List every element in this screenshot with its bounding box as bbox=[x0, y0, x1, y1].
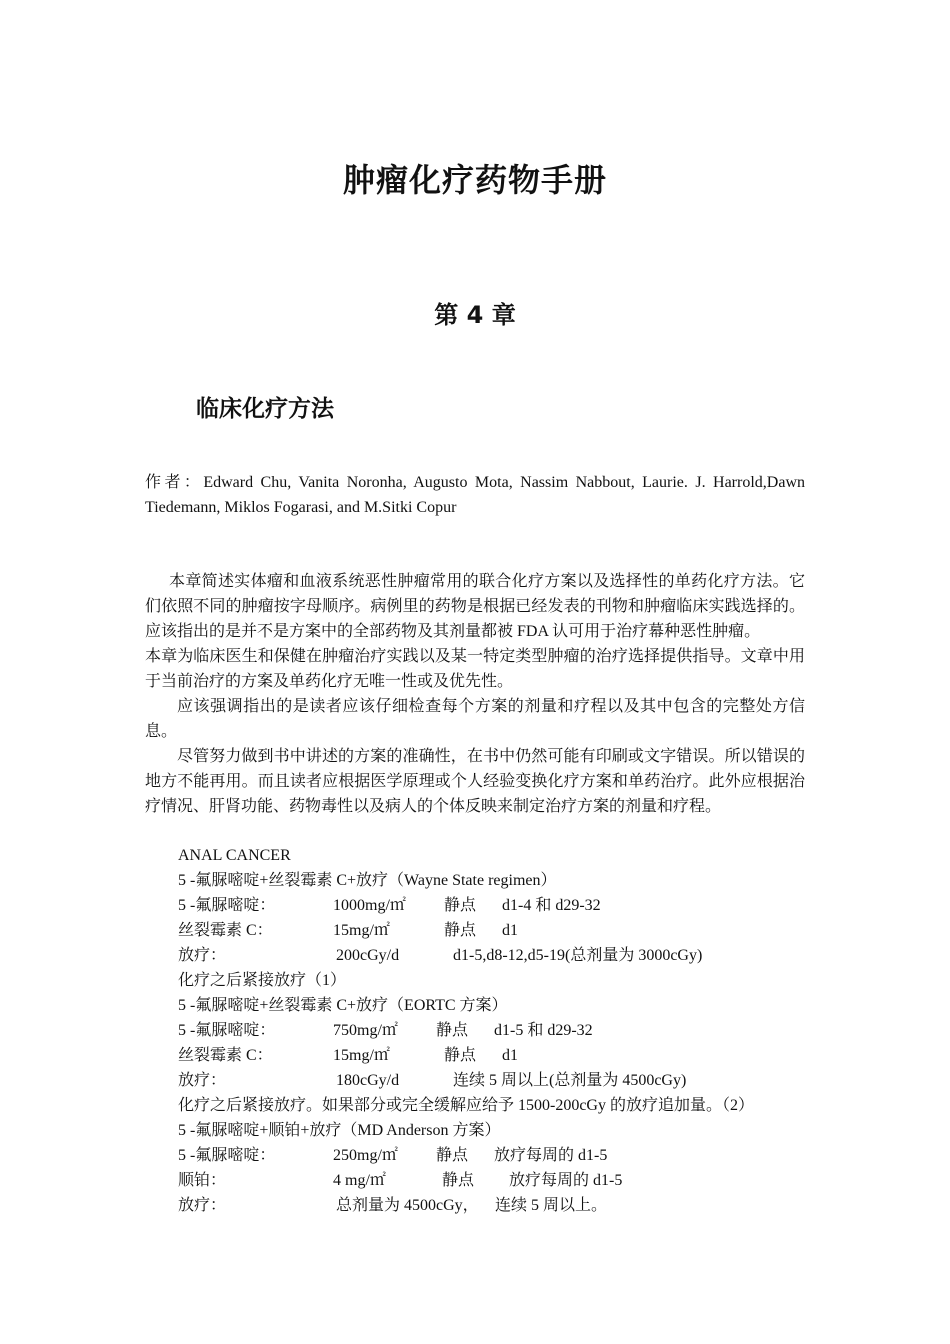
drug-name: 丝裂霉素 C： bbox=[178, 922, 273, 939]
drug-dose: 1000mg/㎡ bbox=[333, 897, 406, 914]
drug-schedule: d1-5,d8-12,d5-19(总剂量为 3000cGy) bbox=[453, 947, 703, 964]
drug-schedule: 连续 5 周以上(总剂量为 4500cGy) bbox=[453, 1072, 687, 1089]
drug-dose: 15mg/㎡ bbox=[333, 922, 390, 939]
regimen-row bbox=[0, 1168, 950, 1193]
regimen-row bbox=[0, 1018, 950, 1043]
drug-name: 5 -氟脲嘧啶： bbox=[178, 1022, 276, 1039]
chapter-heading: 第 4 章 bbox=[434, 301, 516, 329]
drug-schedule: 放疗每周的 d1-5 bbox=[494, 1147, 608, 1164]
drug-schedule: d1-4 和 d29-32 bbox=[502, 897, 601, 914]
drug-schedule: d1 bbox=[502, 922, 518, 939]
regimen-note: 化疗之后紧接放疗。如果部分或完全缓解应给予 1500-200cGy 的放疗追加量。（2） bbox=[178, 1097, 754, 1114]
regimen-row bbox=[0, 1193, 950, 1218]
regimen-row bbox=[0, 918, 950, 943]
regimen-row bbox=[0, 943, 950, 968]
drug-dose: 200cGy/d bbox=[336, 947, 400, 964]
drug-schedule: d1 bbox=[502, 1047, 518, 1064]
regimen-title: 5 -氟脲嘧啶+顺铂+放疗（MD Anderson 方案） bbox=[178, 1122, 501, 1139]
drug-name: 顺铂： bbox=[178, 1172, 227, 1189]
paragraph: 尽管努力做到书中讲述的方案的准确性，在书中仍然可能有印刷或文字错误。所以错误的地方不能再用。而且读者应根据医学原理或个人经验变换化疗方案和单药治疗。此外应根据治疗情况、肝肾功能、药物毒性以及病人的个体反映来制定治疗方案的剂量和疗程。 bbox=[145, 748, 805, 815]
drug-name: 放疗： bbox=[178, 947, 227, 964]
paragraph: 本章为临床医生和保健在肿瘤治疗实践以及某一特定类型肿瘤的治疗选择提供指导。文章中用于当前治疗的方案及单药化疗无唯一性或及优先性。 bbox=[145, 648, 805, 690]
regimen-title: 5 -氟脲嘧啶+丝裂霉素 C+放疗（EORTC 方案） bbox=[178, 997, 508, 1014]
drug-schedule: 放疗每周的 d1-5 bbox=[509, 1172, 623, 1189]
section-heading: 临床化疗方法 bbox=[196, 396, 334, 422]
regimen-title: 5 -氟脲嘧啶+丝裂霉素 C+放疗（Wayne State regimen） bbox=[178, 872, 557, 889]
drug-route: 静点 bbox=[444, 897, 477, 914]
drug-schedule: d1-5 和 d29-32 bbox=[494, 1022, 593, 1039]
regimen-note: 化疗之后紧接放疗（1） bbox=[178, 972, 347, 989]
drug-name: 5 -氟脲嘧啶： bbox=[178, 897, 276, 914]
regimen-row bbox=[0, 893, 950, 918]
drug-name: 放疗： bbox=[178, 1197, 227, 1214]
drug-route: 静点 bbox=[444, 1047, 477, 1064]
paragraph: 应该强调指出的是读者应该仔细检查每个方案的剂量和疗程以及其中包含的完整处方信息。 bbox=[145, 698, 805, 740]
paragraph: 本章简述实体瘤和血液系统恶性肿瘤常用的联合化疗方案以及选择性的单药化疗方法。它们依照不同的肿瘤按字母顺序。病例里的药物是根据已经发表的刊物和肿瘤临床实践选择的。应该指出的是并不是方案中的全部药物及其剂量都被 FDA 认可用于治疗幕种恶性肿瘤。 bbox=[145, 573, 805, 640]
drug-dose: 250mg/㎡ bbox=[333, 1147, 398, 1164]
drug-dose: 总剂量为 4500cGy， bbox=[336, 1197, 479, 1214]
drug-name: 丝裂霉素 C： bbox=[178, 1047, 273, 1064]
authors-line: 作者：Edward Chu, Vanita Noronha, Augusto Mota, Nassim Nabbout, Laurie. J. Harrold,Dawn Tiedemann, Miklos Fogarasi, and M.Sitki Copur bbox=[145, 474, 805, 516]
drug-route: 静点 bbox=[444, 922, 477, 939]
intro-text bbox=[145, 569, 805, 819]
regimen-row bbox=[0, 1143, 950, 1168]
regimen-row bbox=[0, 1043, 950, 1068]
drug-route: 静点 bbox=[442, 1172, 475, 1189]
drug-dose: 15mg/㎡ bbox=[333, 1047, 390, 1064]
regimen-row bbox=[0, 1068, 950, 1093]
drug-dose: 180cGy/d bbox=[336, 1072, 400, 1089]
drug-name: 5 -氟脲嘧啶： bbox=[178, 1147, 276, 1164]
drug-dose: 4 mg/㎡ bbox=[333, 1172, 386, 1189]
document-title: 肿瘤化疗药物手册 bbox=[342, 161, 607, 199]
drug-dose: 750mg/㎡ bbox=[333, 1022, 398, 1039]
drug-route: 静点 bbox=[436, 1147, 469, 1164]
drug-route: 静点 bbox=[436, 1022, 469, 1039]
drug-schedule: 连续 5 周以上。 bbox=[495, 1197, 608, 1214]
drug-name: 放疗： bbox=[178, 1072, 227, 1089]
cancer-heading: ANAL CANCER bbox=[178, 847, 291, 864]
regimen-section bbox=[0, 843, 950, 1218]
